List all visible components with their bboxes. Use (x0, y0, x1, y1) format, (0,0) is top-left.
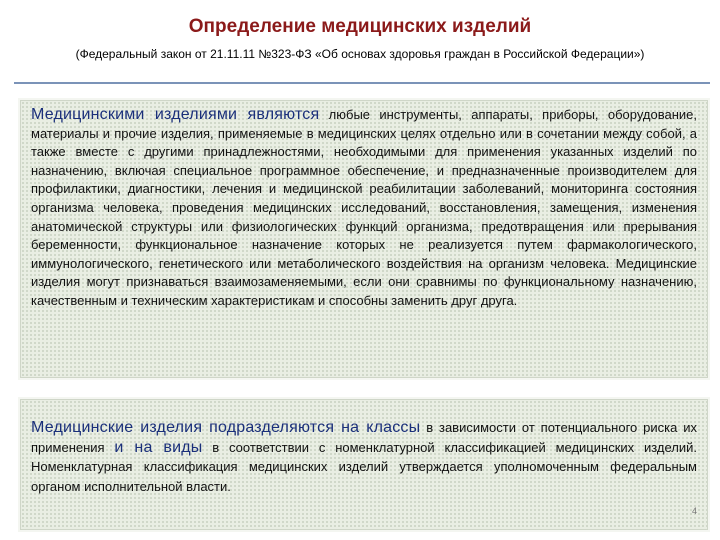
slide-subtitle: (Федеральный закон от 21.11.11 №323-ФЗ «Об основах здоровья граждан в Российской Федерации») (75, 47, 645, 61)
header-divider (14, 82, 710, 84)
definition-text: любые инструменты, аппараты, приборы, оборудование, материалы и прочие изделия, применяемые в медицинских целях отдельно или в сочетании между собой, а также вместе с другими принадлежностями, необходимыми для применения указанных изделий по назначению, включая специальное программное обеспечение, и предназначенные производителем для профилактики, диагностики, лечения и медицинской реабилитации заболеваний, мониторинга состояния организма человека, проведения медицинских исследований, восстановления, замещения, изменения анатомической структуры или физиологических функций организма, предотвращения или прерывания беременности, функциональное назначение которых не реализуется путем фармакологического, иммунологического, генетического или метаболического воздействия на организм человека. Медицинские изделия могут признаваться взаимозаменяемыми, если они сравнимы по функциональному назначению, качественным и техническим характеристикам и способны заменить друг друга. (31, 107, 697, 308)
classification-lead-b: и на виды (114, 438, 203, 456)
slide-title: Определение медицинских изделий (188, 16, 532, 37)
classification-text-a: в зависимости от потенциального риска их применения (31, 420, 697, 455)
classification-lead: Медицинские изделия подразделяются на классы (31, 419, 421, 436)
classification-box (20, 399, 708, 530)
classification-text-b: в соответствии с номенклатурной классификацией медицинских изделий. Номенклатурная классификация медицинских изделий утверждается уполномоченным федеральным органом исполнительной власти. (31, 439, 698, 494)
definition-box (20, 100, 708, 378)
page-number: 4 (691, 505, 697, 516)
definition-lead: Медицинскими изделиями являются (31, 106, 320, 123)
